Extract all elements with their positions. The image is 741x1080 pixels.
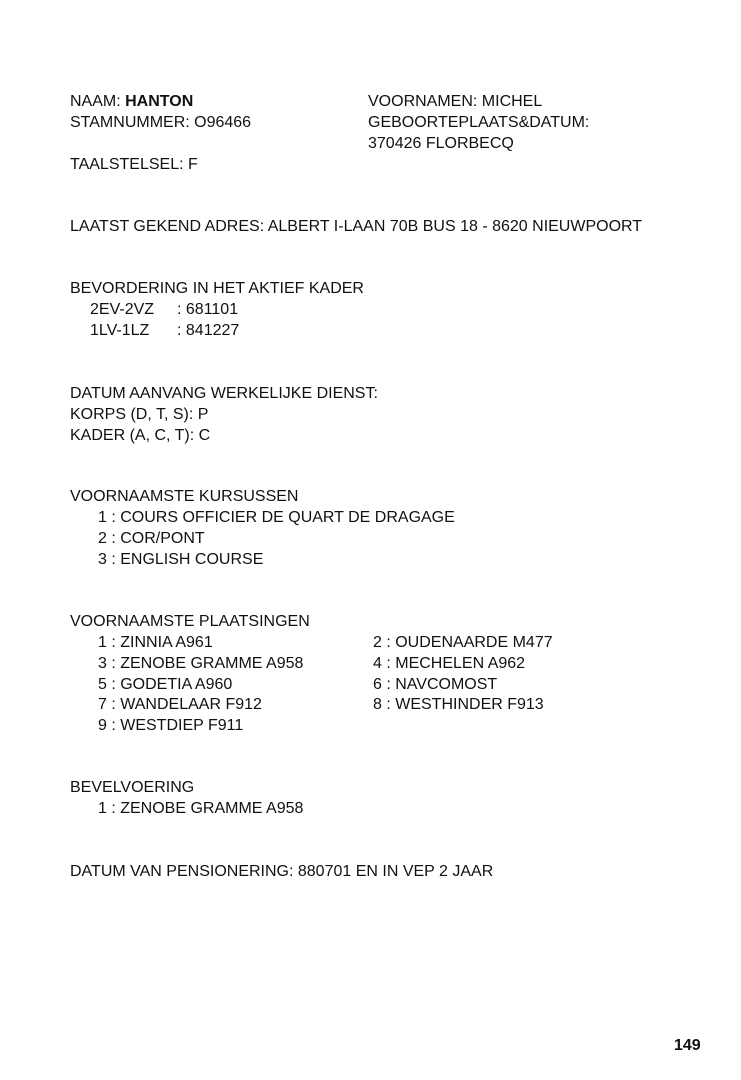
bevordering-rank: 1LV-1LZ	[90, 322, 150, 339]
bevordering-title: BEVORDERING IN HET AKTIEF KADER	[70, 280, 364, 297]
naam-value: HANTON	[125, 93, 194, 110]
plaatsing-item: 9 : WESTDIEP F911	[98, 717, 244, 734]
bevordering-rank: 2EV-2VZ	[90, 301, 155, 318]
plaatsingen-title: VOORNAAMSTE PLAATSINGEN	[70, 613, 310, 630]
kursus-item: 1 : COURS OFFICIER DE QUART DE DRAGAGE	[98, 509, 455, 526]
plaatsing-item: 1 : ZINNIA A961	[98, 634, 213, 651]
page-number: 149	[674, 1037, 701, 1054]
plaatsing-item: 4 : MECHELEN A962	[373, 655, 526, 672]
korps: KORPS (D, T, S): P	[70, 406, 209, 423]
kursussen-title: VOORNAAMSTE KURSUSSEN	[70, 488, 299, 505]
plaatsing-item: 6 : NAVCOMOST	[373, 676, 498, 693]
kader: KADER (A, C, T): C	[70, 427, 211, 444]
bevordering-date: : 841227	[177, 322, 240, 339]
kursus-item: 3 : ENGLISH COURSE	[98, 551, 264, 568]
bevelvoering-title: BEVELVOERING	[70, 779, 195, 796]
plaatsing-item: 2 : OUDENAARDE M477	[373, 634, 553, 651]
stamnummer: STAMNUMMER: O96466	[70, 114, 252, 131]
dienst-title: DATUM AANVANG WERKELIJKE DIENST:	[70, 385, 378, 402]
plaatsing-item: 5 : GODETIA A960	[98, 676, 233, 693]
kursus-item: 2 : COR/PONT	[98, 530, 205, 547]
geboorte-label: GEBOORTEPLAATS&DATUM:	[368, 114, 590, 131]
bevelvoering-item: 1 : ZENOBE GRAMME A958	[98, 800, 304, 817]
naam-line	[70, 92, 193, 112]
pensionering: DATUM VAN PENSIONERING: 880701 EN IN VEP 2 JAAR	[70, 863, 494, 880]
voornamen: VOORNAMEN: MICHEL	[368, 93, 543, 110]
taalstelsel: TAALSTELSEL: F	[70, 156, 198, 173]
bevordering-date: : 681101	[177, 301, 239, 318]
plaatsing-item: 3 : ZENOBE GRAMME A958	[98, 655, 304, 672]
plaatsing-item: 8 : WESTHINDER F913	[373, 696, 544, 713]
adres: LAATST GEKEND ADRES: ALBERT I-LAAN 70B BUS 18 - 8620 NIEUWPOORT	[70, 218, 643, 235]
naam-label: NAAM:	[70, 93, 121, 110]
plaatsing-item: 7 : WANDELAAR F912	[98, 696, 262, 713]
geboorte-value: 370426 FLORBECQ	[368, 135, 514, 152]
